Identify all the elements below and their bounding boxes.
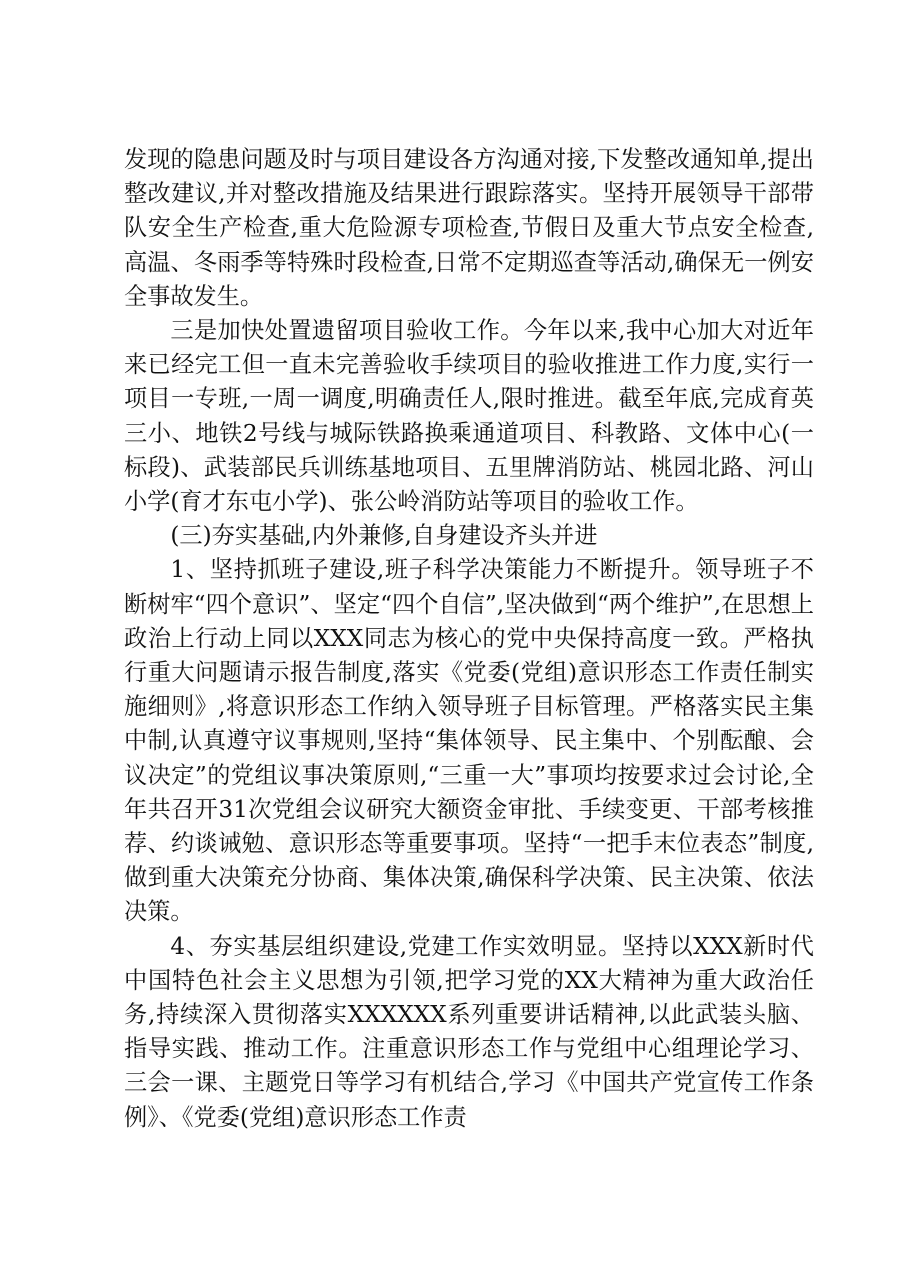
document-body xyxy=(124,143,814,1135)
paragraph-safety-inspection: 发现的隐患问题及时与项目建设各方沟通对接,下发整改通知单,提出整改建议,并对整改措施及结果进行跟踪落实。坚持开展领导干部带队安全生产检查,重大危险源专项检查,节假日及重大节点安全检查,高温、冬雨季等特殊时段检查,日常不定期巡查等活动,确保无一例安全事故发生。 xyxy=(124,146,814,310)
paragraph-leadership-building: 1、坚持抓班子建设,班子科学决策能力不断提升。领导班子不断树牢“四个意识”、坚定“四个自信”,坚决做到“两个维护”,在思想上政治上行动上同以XXX同志为核心的党中央保持高度一致。严格执行重大问题请示报告制度,落实《党委(党组)意识形态工作责任制实施细则》,将意识形态工作纳入领导班子目标管理。严格落实民主集中制,认真遵守议事规则,坚持“集体领导、民主集中、个别酝酿、会议决定”的党组议事决策原则,“三重一大”事项均按要求过会讨论,全年共召开31次党组会议研究大额资金审批、手续变更、干部考核推荐、约谈诫勉、意识形态等重要事项。坚持“一把手末位表态”制度,做到重大决策充分协商、集体决策,确保科学决策、民主决策、依法决策。 xyxy=(124,556,814,926)
section-heading: (三)夯实基础,内外兼修,自身建设齐头并进 xyxy=(170,522,598,550)
paragraph-party-building: 4、夯实基层组织建设,党建工作实效明显。坚持以XXX新时代中国特色社会主义思想为引领,把学习党的XX大精神为重大政治任务,持续深入贯彻落实XXXXXX系列重要讲话精神,以此武装头脑、指导实践、推动工作。注重意识形态工作与党组中心组理论学习、三会一课、主题党日等学习有机结合,学习《中国共产党宣传工作条例》、《党委(党组)意识形态工作责 xyxy=(124,932,814,1131)
paragraph-project-acceptance: 三是加快处置遗留项目验收工作。今年以来,我中心加大对近年来已经完工但一直未完善验收手续项目的验收推进工作力度,实行一项目一专班,一周一调度,明确责任人,限时推进。截至年底,完成育英三小、地铁2号线与城际铁路换乘通道项目、科教路、文体中心(一标段)、武装部民兵训练基地项目、五里牌消防站、桃园北路、河山小学(育才东屯小学)、张公岭消防站等项目的验收工作。 xyxy=(124,317,814,516)
